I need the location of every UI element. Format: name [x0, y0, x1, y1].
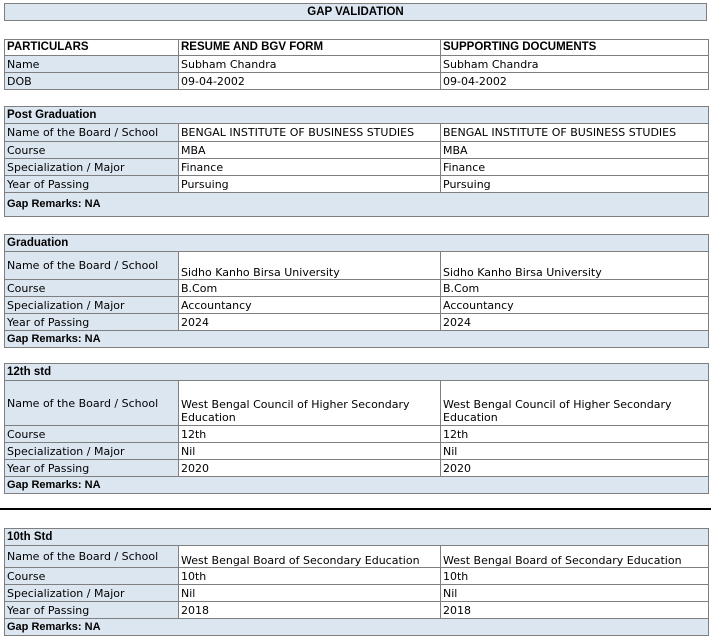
section-divider	[0, 508, 711, 510]
section-post-graduation	[4, 106, 709, 217]
resume-value: Accountancy	[179, 297, 441, 314]
docs-value: MBA	[441, 142, 709, 159]
table-row	[5, 314, 709, 331]
table-row	[5, 142, 709, 159]
gap-remarks: Gap Remarks: NA	[5, 619, 709, 636]
gap-remarks-row	[5, 619, 709, 636]
table-row	[5, 568, 709, 585]
row-label: Specialization / Major	[5, 297, 179, 314]
header-particulars: PARTICULARS	[5, 40, 179, 56]
docs-value: Finance	[441, 159, 709, 176]
gap-remarks: Gap Remarks: NA	[5, 477, 709, 494]
row-label: Name	[5, 56, 179, 73]
docs-value: Nil	[441, 443, 709, 460]
table-row	[5, 56, 709, 73]
table-row	[5, 426, 709, 443]
table-row	[5, 176, 709, 193]
resume-value: 09-04-2002	[179, 73, 441, 90]
header-supporting-docs: SUPPORTING DOCUMENTS	[441, 40, 709, 56]
table-row	[5, 280, 709, 297]
table-row	[5, 252, 709, 280]
section-title-row	[5, 235, 709, 252]
docs-value: 09-04-2002	[441, 73, 709, 90]
docs-value: Accountancy	[441, 297, 709, 314]
section-12th-std	[4, 363, 709, 494]
section-title-row	[5, 529, 709, 546]
table-row	[5, 381, 709, 426]
resume-value: Sidho Kanho Birsa University	[179, 252, 441, 280]
resume-value: Nil	[179, 585, 441, 602]
resume-value: Finance	[179, 159, 441, 176]
resume-value: 2020	[179, 460, 441, 477]
row-label: Course	[5, 280, 179, 297]
gap-remarks: Gap Remarks: NA	[5, 193, 709, 217]
gap-remarks-row	[5, 477, 709, 494]
docs-value: B.Com	[441, 280, 709, 297]
particulars-table	[4, 39, 709, 90]
row-label: Specialization / Major	[5, 585, 179, 602]
row-label: DOB	[5, 73, 179, 90]
section-title: 10th Std	[5, 529, 709, 546]
docs-value: Pursuing	[441, 176, 709, 193]
table-row	[5, 585, 709, 602]
section-title: Graduation	[5, 235, 709, 252]
resume-value: B.Com	[179, 280, 441, 297]
resume-value: BENGAL INSTITUTE OF BUSINESS STUDIES	[179, 124, 441, 142]
docs-value: 12th	[441, 426, 709, 443]
section-title: Post Graduation	[5, 107, 709, 124]
docs-value: 2024	[441, 314, 709, 331]
row-label: Year of Passing	[5, 314, 179, 331]
header-resume-bgv: RESUME AND BGV FORM	[179, 40, 441, 56]
gap-remarks: Gap Remarks: NA	[5, 331, 709, 348]
resume-value: 2024	[179, 314, 441, 331]
table-row	[5, 546, 709, 568]
resume-value: Nil	[179, 443, 441, 460]
row-label: Specialization / Major	[5, 159, 179, 176]
docs-value: West Bengal Council of Higher Secondary Education	[441, 381, 709, 426]
resume-value: West Bengal Council of Higher Secondary Education	[179, 381, 441, 426]
row-label: Year of Passing	[5, 602, 179, 619]
table-row	[5, 124, 709, 142]
docs-value: Subham Chandra	[441, 56, 709, 73]
docs-value: Sidho Kanho Birsa University	[441, 252, 709, 280]
resume-value: MBA	[179, 142, 441, 159]
docs-value: 2020	[441, 460, 709, 477]
docs-value: West Bengal Board of Secondary Education	[441, 546, 709, 568]
section-10th-std	[4, 528, 709, 636]
header-row	[5, 40, 709, 56]
table-row	[5, 443, 709, 460]
row-label: Course	[5, 426, 179, 443]
section-graduation	[4, 234, 709, 348]
section-title-row	[5, 364, 709, 381]
docs-value: BENGAL INSTITUTE OF BUSINESS STUDIES	[441, 124, 709, 142]
table-row	[5, 159, 709, 176]
table-row	[5, 297, 709, 314]
docs-value: 10th	[441, 568, 709, 585]
table-row	[5, 602, 709, 619]
resume-value: Subham Chandra	[179, 56, 441, 73]
table-row	[5, 460, 709, 477]
docs-value: Nil	[441, 585, 709, 602]
row-label: Year of Passing	[5, 176, 179, 193]
resume-value: 2018	[179, 602, 441, 619]
row-label: Name of the Board / School	[5, 546, 179, 568]
section-title-row	[5, 107, 709, 124]
row-label: Name of the Board / School	[5, 252, 179, 280]
row-label: Name of the Board / School	[5, 124, 179, 142]
gap-remarks-row	[5, 331, 709, 348]
row-label: Year of Passing	[5, 460, 179, 477]
row-label: Course	[5, 142, 179, 159]
resume-value: West Bengal Board of Secondary Education	[179, 546, 441, 568]
table-row	[5, 73, 709, 90]
page-title: GAP VALIDATION	[4, 3, 707, 21]
docs-value: 2018	[441, 602, 709, 619]
resume-value: 10th	[179, 568, 441, 585]
resume-value: 12th	[179, 426, 441, 443]
resume-value: Pursuing	[179, 176, 441, 193]
section-title: 12th std	[5, 364, 709, 381]
row-label: Course	[5, 568, 179, 585]
row-label: Specialization / Major	[5, 443, 179, 460]
gap-remarks-row	[5, 193, 709, 217]
row-label: Name of the Board / School	[5, 381, 179, 426]
